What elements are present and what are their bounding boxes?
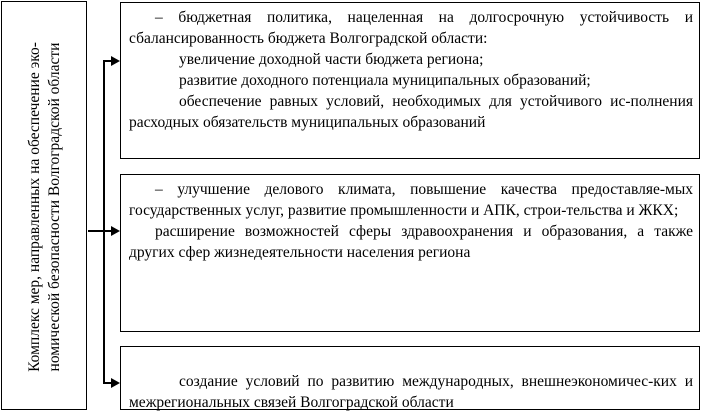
arrow-icon-3 xyxy=(111,378,120,388)
connector-vertical xyxy=(103,60,105,383)
international-relations-box xyxy=(120,346,700,410)
budget-policy-heading: – бюджетная политика, нацеленная на долгосрочную устойчивость и сбалансированность бюджета Волгоградской области: xyxy=(129,9,693,47)
budget-item-1: увеличение доходной части бюджета региона; xyxy=(179,51,484,68)
arrow-icon-2 xyxy=(111,226,120,236)
business-climate-item-1: – улучшение делового климата, повышение качества предоставляе-мых государственных услуг, развитие промышленности и АПК, строи-тельства и ЖКХ; xyxy=(129,181,693,219)
international-relations-item: создание условий по развитию международных, внешнеэкономичес-ких и межрегиональных связей Волгоградской области xyxy=(129,373,693,411)
measures-complex-box xyxy=(1,1,87,410)
arrow-icon-1 xyxy=(111,56,120,66)
business-climate-box xyxy=(120,174,700,332)
budget-policy-box xyxy=(120,2,700,159)
budget-item-2: развитие доходного потенциала муниципальных образований; xyxy=(179,72,591,89)
budget-item-3: обеспечение равных условий, необходимых для устойчивого ис-полнения расходных обязательств муниципальных образований xyxy=(129,93,693,131)
connector-main-horizontal xyxy=(88,230,104,232)
business-climate-item-2: расширение возможностей сферы здравоохранения и образования, а также других сфер жизнедеятельности населения региона xyxy=(129,223,693,261)
measures-complex-label: Комплекс мер, направленных на обеспечение эко-номической безопасности Волгоградской области xyxy=(26,42,63,372)
